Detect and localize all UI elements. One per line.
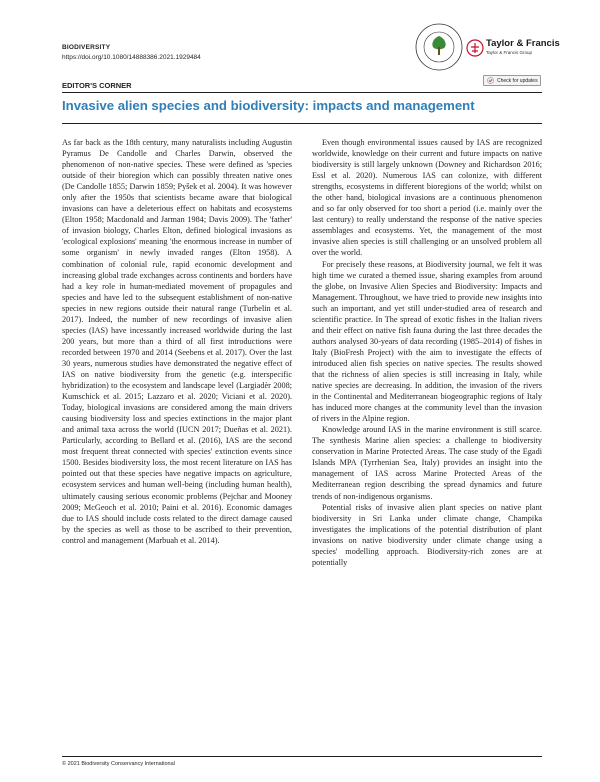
footer-rule [62,756,542,757]
left-column [62,137,292,546]
paragraph: Knowledge around IAS in the marine environment is still scarce. The synthesis Marine alien species: a challenge to biodiversity conservation in Marine Protected Areas. The case study of the Egadi Islands MPA (Tyrrhenian Sea, Italy) provides an insight into the management of IAS across Marine Protected Areas of the Mediterranean region describing the spread dynamics and future trends of non-indigenous organisms. [312,425,542,501]
crossmark-icon [487,77,494,84]
publisher-subname: Taylor & Francis Group [486,50,533,55]
journal-name: BIODIVERSITY [62,44,111,51]
paragraph: For precisely these reasons, at Biodiversity journal, we felt it was high time we curated a themed issue, sharing examples from around the globe, on Invasive Alien Species and Biodiversity: Impacts and Management. Throughout, we have tried to provide new insights into such an important, and yet still under-studied area of research and scientific practice. In The spread of exotic fishes in the Italian rivers and their effect on native fish fauna during the last three decades the authors analysed 30-years of data recording (1985–2014) of fishes in Italy (BioFresh Project) with the aim to investigate the effects of introduced alien fish species on native species. The results showed that the richness of alien species is still increasing in Italy, while native species are decreasing. In addition, the invasion of the rivers in the Continental and Mediterranean biogeographic regions of Italy has induced more changes at the community level than the invasion of rivers in the Alpine region. [312,259,542,424]
title-rule [62,123,542,124]
section-label: EDITOR'S CORNER [62,81,132,90]
publisher-name: Taylor & Francis [486,38,560,49]
doi-link[interactable]: https://doi.org/10.1080/14888386.2021.1929484 [62,54,201,61]
article-title: Invasive alien species and biodiversity: impacts and management [62,98,475,113]
right-column [312,137,542,568]
copyright-footer: © 2021 Biodiversity Conservancy International [62,761,175,767]
bci-seal-logo [414,22,464,72]
paragraph: Even though environmental issues caused by IAS are recognized worldwide, knowledge on their current and future impacts on native biodiversity is still largely unknown (Downey and Richardson 2016; Essl et al. 2020). Numerous IAS can colonize, with different strengths, ecosystems in different bioregions of the world; whilst on the other hand, biological invasions are a continuous phenomenon and so far only observed for too short a period (i.e. mainly over the last century) to really understand the response of the native species assemblages and ecosystems. Yet, the management of the most invasive alien species is still challenging or an unsolved problem all over the world. [312,138,542,258]
section-rule [62,92,542,93]
paragraph: Potential risks of invasive alien plant species on native plant biodiversity in Sri Lanka under climate change, Champika investigates the implications of the potential distribution of plant invasions on native biodiversity under climate change using a species' modelling approach. Biodiversity-rich zones are at potentially [312,502,542,567]
check-for-updates-button[interactable] [483,75,541,86]
check-for-updates-label: Check for updates [497,77,538,84]
paragraph: As far back as the 18th century, many naturalists including Augustin Pyramus De Candolle and Charles Darwin, observed the phenomenon of non-native species. These were defined as 'species outside of their bioregion which can possibly threaten native ones (De Candolle 1855; Darwin 1859; Pyšek et al. 2004). It was however only after the 1950s that scientists became aware that biological invasions can have a deleterious effect on habitats and ecosystems (Elton 1958; Macdonald and Jarman 1984; Davis 2009). The 'father' of invasion biology, Charles Elton, defined biological invasions as 'ecological explosions' meaning 'the enormous increase in number of some organism' in newly invaded ranges (Elton 1958). A combination of colonial rule, rapid economic development and increasing global trade exchanges across continents and borders have had a key role in human-mediated movement of propagules and species and have led to the subsequent establishment of non-native species in new regions outside their natural range (Turbelin et al. 2017). Indeed, the number of new recordings of invasive alien species (IAS) have incessantly increased worldwide during the last 200 years, but more than a third of all first introductions were recorded between 1970 and 2014 (Seebens et al. 2017). Over the last 30 years, numerous studies have demonstrated the negative effect of IAS on native biodiversity from the genetic (e.g. interspecific hybridization) to the ecosystem and landscape level (Largiadèr 2008; Kumschick et al. 2015; Lazzaro et al. 2020; Viciani et al. 2020). Today, biological invasions are considered among the main drivers causing biodiversity loss and species extinctions in the major plant and animal taxa across the world (IUCN 2017; Dueñas et al. 2021). Particularly, according to Bellard et al. (2016), IAS are the second most frequent threat connected with species' extinction events since 1500. Besides biodiversity loss, the most recent literature on IAS has pointed out that these species have negative impacts on agriculture, ecosystem services and human well-being (including human health), ultimately causing serious economic problems (Pejchar and Mooney 2009; McGeoch et al. 2010; Paini et al. 2016). Economic damages due to IAS should include costs related to the direct damage caused by the species as well as those to be ascribed to their prevention, control and management (Marbuah et al. 2014). [62,138,292,545]
